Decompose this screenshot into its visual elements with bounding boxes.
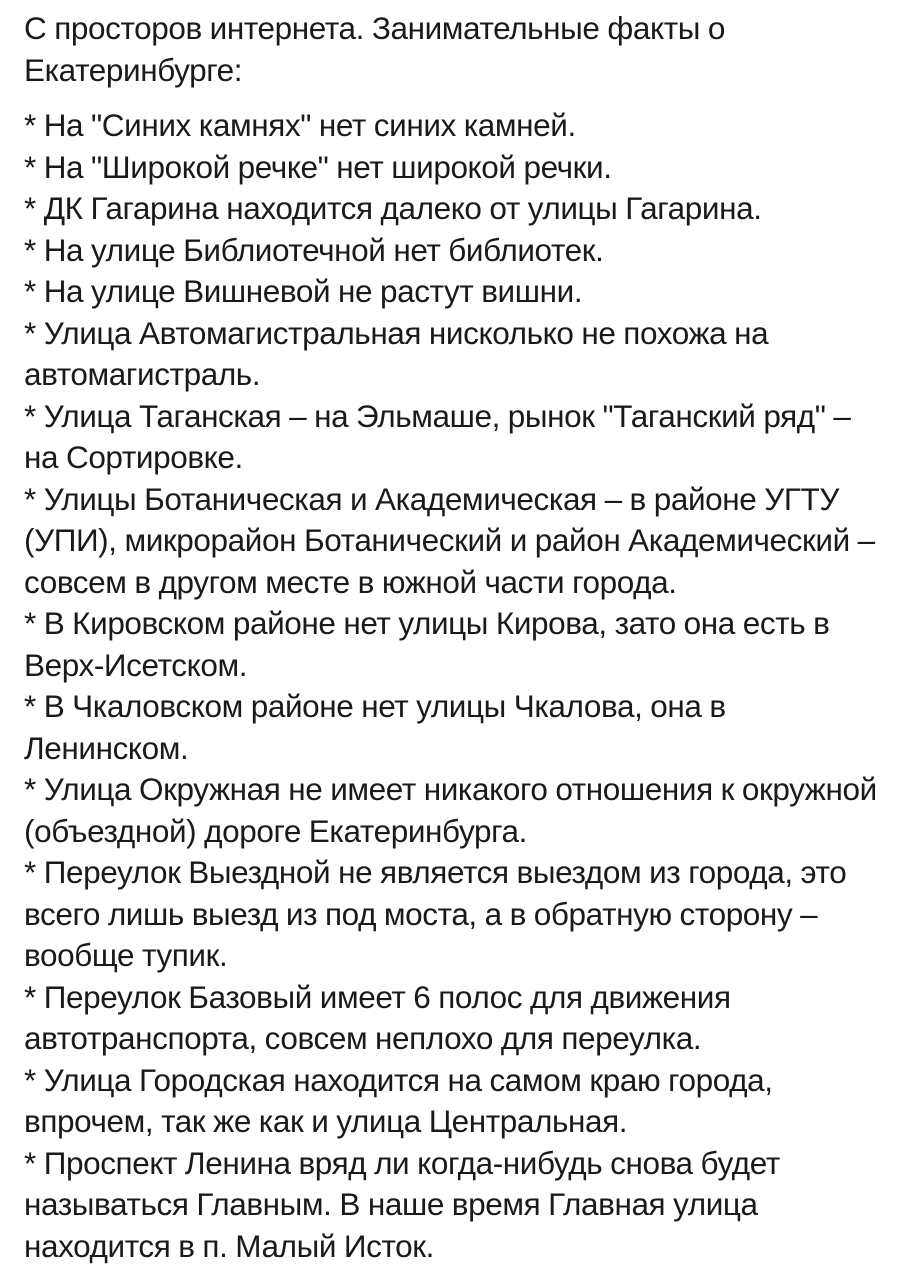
- post-title: С просторов интернета. Занимательные факты о Екатеринбурге:: [24, 10, 726, 88]
- fact-item: * Улица Таганская – на Эльмаше, рынок "Таганский ряд" – на Сортировке.: [24, 397, 851, 475]
- fact-item: * На "Синих камнях" нет синих камней.: [24, 107, 576, 143]
- fact-item: * Переулок Выездной не является выездом из города, это всего лишь выезд из под моста, а в обратную сторону – вообще тупик.: [24, 854, 847, 973]
- fact-item: * Улица Городская находится на самом краю города, впрочем, так же как и улица Центральная.: [24, 1061, 773, 1139]
- fact-item: * Проспект Ленина вряд ли когда-нибудь снова будет называться Главным. В наше время Главная улица находится в п. Малый Исток.: [24, 1144, 780, 1264]
- fact-item: * В Чкаловском районе нет улицы Чкалова, она в Ленинском.: [24, 688, 726, 766]
- post-text-block: [24, 8, 890, 1267]
- fact-list: [24, 105, 890, 1267]
- fact-item: * Улицы Ботаническая и Академическая – в районе УГТУ (УПИ), микрорайон Ботанический и район Академический – совсем в другом месте в южной части города.: [24, 480, 875, 600]
- fact-item: * В Кировском районе нет улицы Кирова, зато она есть в Верх-Исетском.: [24, 605, 830, 683]
- fact-item: * ДК Гагарина находится далеко от улицы Гагарина.: [24, 190, 762, 226]
- fact-item: * Улица Окружная не имеет никакого отношения к окружной (объездной) дороге Екатеринбурга.: [24, 771, 877, 849]
- fact-item: * На улице Библиотечной нет библиотек.: [24, 231, 604, 268]
- fact-item: * Переулок Базовый имеет 6 полос для движения автотранспорта, совсем неплохо для переулка.: [24, 978, 731, 1056]
- fact-item: * Улица Автомагистральная нисколько не похожа на автомагистраль.: [24, 314, 769, 392]
- fact-item: * На улице Вишневой не растут вишни.: [24, 273, 583, 309]
- fact-item: * На "Широкой речке" нет широкой речки.: [24, 148, 612, 185]
